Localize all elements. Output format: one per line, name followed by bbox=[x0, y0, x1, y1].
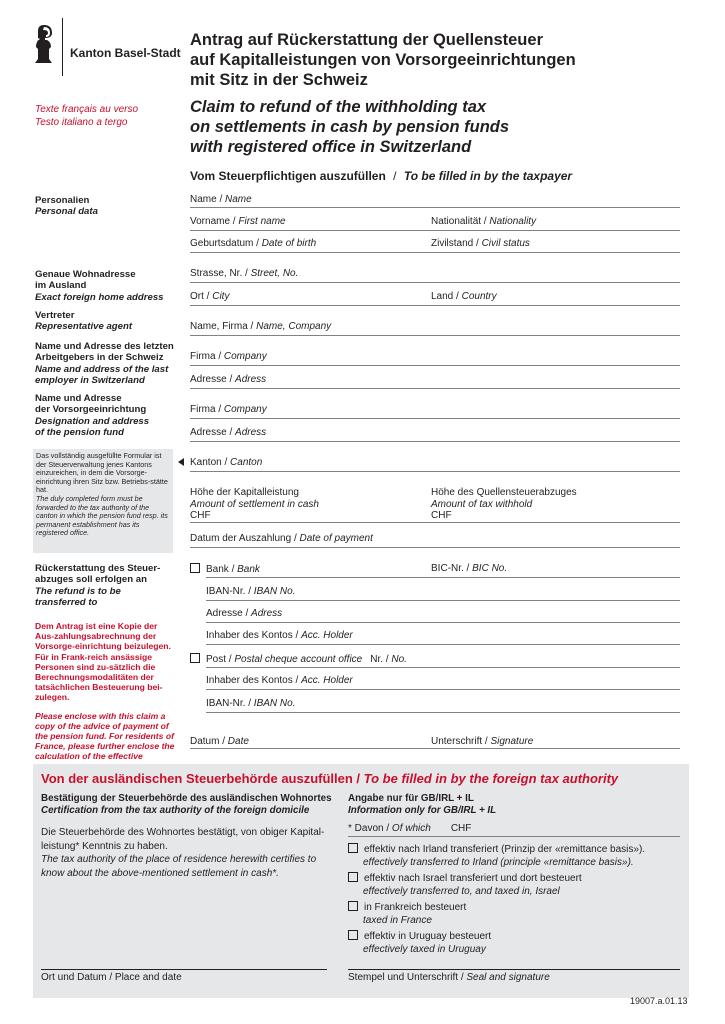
field-iban2-label: IBAN-Nr. / IBAN No. bbox=[206, 698, 296, 709]
field-address-bank-label: Adresse / Adress bbox=[206, 608, 283, 619]
field-emp-company-label: Firma / Company bbox=[190, 351, 267, 362]
section-pf-en-2: of the pension fund bbox=[35, 426, 124, 438]
field-pf-address-input[interactable] bbox=[190, 441, 680, 442]
subheading-en: To be filled in by the taxpayer bbox=[403, 169, 573, 183]
section-address-en: Exact foreign home address bbox=[35, 291, 164, 303]
subheading-sep: / bbox=[393, 169, 397, 183]
section-refund-en-1: The refund is to be bbox=[35, 585, 121, 597]
field-first-name-label: Vorname / First name bbox=[190, 216, 286, 227]
field-iban2-input[interactable] bbox=[206, 712, 680, 713]
section-refund-en-2: transferred to bbox=[35, 596, 98, 608]
field-first-name-input[interactable] bbox=[190, 230, 680, 231]
taxpayer-subheading bbox=[190, 169, 572, 183]
foreign-authority-title: Von der ausländischen Steuerbehörde auszufüllen / To be filled in by the foreign tax authority bbox=[41, 771, 619, 786]
place-date-input[interactable] bbox=[41, 969, 327, 970]
field-signature-label: Unterschrift / Signature bbox=[431, 736, 534, 747]
section-representative bbox=[35, 310, 185, 333]
certification-body bbox=[41, 826, 341, 880]
section-address bbox=[35, 269, 185, 303]
section-emp-de-2: Arbeitgebers in der Schweiz bbox=[35, 352, 164, 364]
section-personal-de: Personalien bbox=[35, 195, 90, 206]
field-rep-name-label: Name, Firma / Name, Company bbox=[190, 321, 332, 332]
field-payment-date-label: Datum der Auszahlung / Date of payment bbox=[190, 533, 373, 544]
post-checkbox[interactable] bbox=[190, 653, 200, 663]
section-employer bbox=[35, 341, 185, 386]
field-city-input[interactable] bbox=[190, 305, 680, 306]
title-en-line-1: Claim to refund of the withholding tax bbox=[190, 98, 487, 116]
field-amount-cash-label: Höhe der Kapitalleistung Amount of settlement in cash CHF bbox=[190, 487, 319, 521]
section-address-de-2: im Ausland bbox=[35, 280, 87, 292]
section-rep-de: Vertreter bbox=[35, 310, 75, 321]
title-de-line-3: mit Sitz in der Schweiz bbox=[190, 71, 368, 89]
field-nationality-label: Nationalität / Nationality bbox=[431, 216, 537, 227]
section-personal-en: Personal data bbox=[35, 206, 98, 218]
title-en-line-2: on settlements in cash by pension funds bbox=[190, 118, 510, 136]
field-street-label: Strasse, Nr. / Street, No. bbox=[190, 268, 299, 279]
option-irland: effektiv nach Irland transferiert (Prinzip der «remittance basis»). effectively transferred to Irland (principle «remittance basis»). bbox=[348, 843, 645, 869]
form-number: 19007.a.01.13 bbox=[630, 996, 688, 1006]
option-france-checkbox[interactable] bbox=[348, 901, 358, 911]
field-amount-tax-label: Höhe des Quellensteuerabzuges Amount of tax withhold CHF bbox=[431, 487, 577, 521]
language-note bbox=[35, 103, 138, 129]
field-rep-name-input[interactable] bbox=[190, 335, 680, 336]
field-holder2-input[interactable] bbox=[206, 689, 680, 690]
section-rep-en: Representative agent bbox=[35, 321, 133, 333]
field-bank-label: Bank / Bank bbox=[190, 563, 260, 575]
section-refund-de-2: abzuges soll erfolgen an bbox=[35, 574, 147, 586]
field-pf-company-input[interactable] bbox=[190, 418, 680, 419]
section-pf-de-1: Name und Adresse bbox=[35, 393, 122, 404]
submission-info-box bbox=[33, 449, 173, 553]
section-emp-de-1: Name und Adresse des letzten bbox=[35, 341, 174, 352]
gb-info-heading bbox=[348, 793, 496, 817]
field-amounts-input[interactable] bbox=[190, 522, 680, 523]
option-france: in Frankreich besteuert taxed in France bbox=[348, 901, 466, 927]
enclosure-note bbox=[35, 621, 175, 772]
field-birth-date-label: Geburtsdatum / Date of birth bbox=[190, 238, 317, 249]
field-canton-label: Kanton / Canton bbox=[190, 457, 263, 468]
field-post-input[interactable] bbox=[206, 667, 680, 668]
field-iban1-input[interactable] bbox=[206, 600, 680, 601]
field-address-bank-input[interactable] bbox=[206, 622, 680, 623]
enclosure-note-de: Dem Antrag ist eine Kopie der Aus-zahlungsabrechnung der Vorsorge-einrichtung beizulegen. Für in Frank-reich ansässige Personen sind zu-sätzlich die Berechnungsmodalitäten der tatsächlichen Besteuerung bei-zulegen. bbox=[35, 621, 171, 703]
field-bank-input[interactable] bbox=[206, 577, 680, 578]
basel-crozier-logo-icon bbox=[32, 25, 58, 65]
field-date-signature-input[interactable] bbox=[190, 748, 680, 749]
section-pension-fund bbox=[35, 393, 185, 438]
section-refund bbox=[35, 563, 185, 608]
title-de-line-2: auf Kapitalleistungen von Vorsorgeeinrichtungen bbox=[190, 51, 576, 69]
option-irland-checkbox[interactable] bbox=[348, 843, 358, 853]
field-birth-date-input[interactable] bbox=[190, 252, 680, 253]
field-name-label: Name / Name bbox=[190, 194, 252, 205]
logo-divider bbox=[62, 18, 63, 76]
field-iban1-label: IBAN-Nr. / IBAN No. bbox=[206, 586, 296, 597]
section-emp-en-1: Name and address of the last bbox=[35, 363, 169, 375]
submission-info-en: The duly completed form must be forwarded to the tax authority of the canton in which the pension fund resp. its permanent establishment has its registered office. bbox=[36, 493, 168, 538]
certification-body-de: Die Steuerbehörde des Wohnortes bestätigt, von obiger Kapital-leistung* Kenntnis zu haben. bbox=[41, 827, 325, 852]
field-holder1-input[interactable] bbox=[206, 644, 680, 645]
lang-note-fr: Texte français au verso bbox=[35, 104, 139, 115]
field-emp-address-label: Adresse / Adress bbox=[190, 374, 267, 385]
title-en-line-3: with registered office in Switzerland bbox=[190, 138, 472, 156]
stamp-signature-input[interactable] bbox=[348, 969, 680, 970]
certification-heading bbox=[41, 793, 332, 817]
field-civil-status-label: Zivilstand / Civil status bbox=[431, 238, 530, 249]
davon-input[interactable] bbox=[348, 836, 680, 837]
field-pf-address-label: Adresse / Adress bbox=[190, 427, 267, 438]
certification-heading-en: Certification from the tax authority of the foreign domicile bbox=[41, 805, 310, 816]
field-post-label: Post / Postal cheque account office Nr. / No. bbox=[190, 653, 407, 665]
canton-name: Kanton Basel-Stadt bbox=[70, 46, 181, 60]
certification-heading-de: Bestätigung der Steuerbehörde des ausländischen Wohnortes bbox=[41, 793, 332, 804]
field-payment-date-input[interactable] bbox=[190, 547, 680, 548]
field-street-input[interactable] bbox=[190, 282, 680, 283]
lang-note-it: Testo italiano a tergo bbox=[35, 117, 128, 128]
pointer-triangle-icon bbox=[178, 458, 184, 466]
submission-info-de: Das vollständig ausgefüllte Formular ist der Steuerverwaltung jenes Kantons einzureichen, in dem die Vorsorge-einrichtung ihren Sitz bzw. Betriebs-stätte hat. bbox=[36, 451, 168, 495]
field-emp-address-input[interactable] bbox=[190, 388, 680, 389]
section-personal bbox=[35, 195, 185, 218]
section-address-de-1: Genaue Wohnadresse bbox=[35, 269, 136, 280]
certification-body-en: The tax authority of the place of residence herewith certifies to know about the above-mentioned settlement in cash*. bbox=[41, 854, 317, 879]
option-uruguay: effektiv in Uruguay besteuert effectively taxed in Uruguay bbox=[348, 930, 491, 956]
field-canton-input[interactable] bbox=[190, 471, 680, 472]
option-uruguay-checkbox[interactable] bbox=[348, 930, 358, 940]
field-country-label: Land / Country bbox=[431, 291, 497, 302]
field-holder2-label: Inhaber des Kontos / Acc. Holder bbox=[206, 675, 353, 686]
davon-label: * Davon / Of which CHF bbox=[348, 823, 472, 834]
option-israel-checkbox[interactable] bbox=[348, 872, 358, 882]
enclosure-note-en: Please enclose with this claim a copy of the advice of payment of the pension fund. For residents of France, please further enclose the calculation of the effective bbox=[35, 710, 175, 762]
section-pf-de-2: der Vorsorgeeinrichtung bbox=[35, 404, 147, 416]
field-name-input[interactable] bbox=[190, 207, 680, 208]
option-israel: effektiv nach Israel transferiert und dort besteuert effectively transferred to, and taxed in, Israel bbox=[348, 872, 582, 898]
field-city-label: Ort / City bbox=[190, 291, 230, 302]
section-pf-en-1: Designation and address bbox=[35, 415, 150, 427]
field-bic-label: BIC-Nr. / BIC No. bbox=[431, 563, 508, 574]
subheading-de: Vom Steuerpflichtigen auszufüllen bbox=[190, 169, 386, 183]
section-emp-en-2: employer in Switzerland bbox=[35, 374, 145, 386]
section-refund-de-1: Rückerstattung des Steuer- bbox=[35, 563, 161, 574]
title-de-line-1: Antrag auf Rückerstattung der Quellensteuer bbox=[190, 31, 543, 49]
gb-info-heading-de: Angabe nur für GB/IRL + IL bbox=[348, 793, 474, 804]
field-emp-company-input[interactable] bbox=[190, 365, 680, 366]
field-holder1-label: Inhaber des Kontos / Acc. Holder bbox=[206, 630, 353, 641]
field-pf-company-label: Firma / Company bbox=[190, 404, 267, 415]
field-date-label: Datum / Date bbox=[190, 736, 249, 747]
stamp-signature-label: Stempel und Unterschrift / Seal and signature bbox=[348, 972, 550, 983]
bank-checkbox[interactable] bbox=[190, 563, 200, 573]
gb-info-heading-en: Information only for GB/IRL + IL bbox=[348, 805, 497, 816]
place-date-label: Ort und Datum / Place and date bbox=[41, 972, 182, 983]
